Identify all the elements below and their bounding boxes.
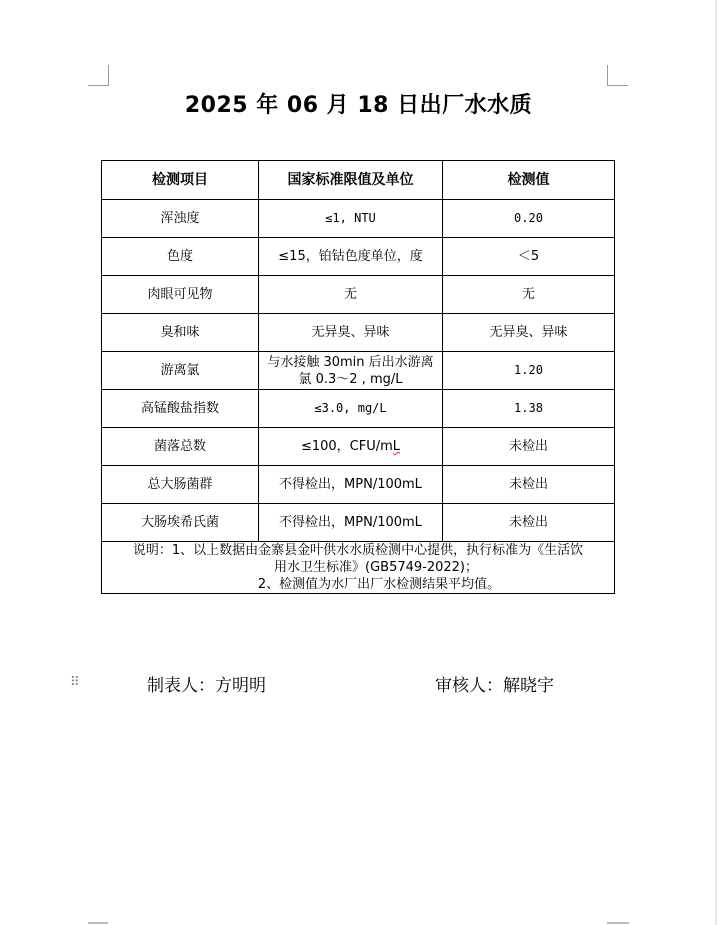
header-value: 检测值: [443, 161, 615, 200]
row-item: 臭和味: [102, 314, 259, 352]
row-value: 0.20: [443, 200, 615, 238]
row-value: 未检出: [443, 428, 615, 466]
row-value: 1.38: [443, 390, 615, 428]
table-header-row: [102, 161, 615, 200]
row-item: 浑浊度: [102, 200, 259, 238]
row-standard: 不得检出，MPN/100mL: [259, 466, 443, 504]
row-standard-line2: 氯 0.3～2 , mg/L: [298, 371, 403, 387]
crop-mark-top-left: [88, 65, 109, 86]
row-standard: 无异臭、异味: [259, 314, 443, 352]
row-value: ＜5: [443, 238, 615, 276]
row-value: 1.20: [443, 352, 615, 390]
row-item: 大肠埃希氏菌: [102, 504, 259, 542]
row-standard: ≤15，铂钴色度单位，度: [259, 238, 443, 276]
row-standard: [259, 428, 443, 466]
table-row: [102, 314, 615, 352]
row-standard: 不得检出，MPN/100mL: [259, 504, 443, 542]
table-row: [102, 276, 615, 314]
table-maker: 制表人：方明明: [147, 676, 266, 696]
table-row: [102, 504, 615, 542]
note-line-1: 说明：1、以上数据由金寨县金叶供水水质检测中心提供，执行标准为《生活饮: [132, 543, 584, 558]
table-reviewer: 审核人：解晓宇: [435, 676, 554, 696]
row-value: 未检出: [443, 466, 615, 504]
header-item: 检测项目: [102, 161, 259, 200]
table-row: [102, 390, 615, 428]
row-standard-prefix: ≤100，CFU/m: [300, 439, 393, 454]
row-standard: [259, 352, 443, 390]
note-line-3: 2、检测值为水厂出厂水检测结果平均值。: [257, 577, 501, 592]
row-item: 总大肠菌群: [102, 466, 259, 504]
table-row: [102, 200, 615, 238]
signers-line: [0, 671, 717, 697]
table-row: [102, 466, 615, 504]
header-standard: 国家标准限值及单位: [259, 161, 443, 200]
crop-mark-bottom-right: [607, 922, 629, 924]
row-standard: ≤3.0, mg/L: [259, 390, 443, 428]
water-quality-table: [101, 160, 615, 594]
crop-mark-top-right: [607, 65, 628, 86]
row-standard-line1: 与水接触 30min 后出水游离: [267, 354, 434, 370]
row-item: 高锰酸盐指数: [102, 390, 259, 428]
row-item: 肉眼可见物: [102, 276, 259, 314]
row-value: 无: [443, 276, 615, 314]
row-item: 色度: [102, 238, 259, 276]
row-item: 游离氯: [102, 352, 259, 390]
row-item: 菌落总数: [102, 428, 259, 466]
spellcheck-underline: L: [392, 439, 401, 454]
row-standard: 无: [259, 276, 443, 314]
note-line-2: 用水卫生标准》(GB5749-2022)；: [274, 560, 478, 575]
table-row: [102, 238, 615, 276]
drag-handle-icon[interactable]: ⠿: [70, 675, 79, 690]
crop-mark-bottom-left: [88, 922, 108, 924]
row-value: 无异臭、异味: [443, 314, 615, 352]
row-value: 未检出: [443, 504, 615, 542]
table-row: [102, 428, 615, 466]
document-title: 2025 年 06 月 18 日出厂水水质: [184, 93, 533, 118]
row-standard: ≤1, NTU: [259, 200, 443, 238]
table-row: [102, 352, 615, 390]
table-note-row: [102, 542, 615, 594]
table-note: [102, 542, 615, 594]
